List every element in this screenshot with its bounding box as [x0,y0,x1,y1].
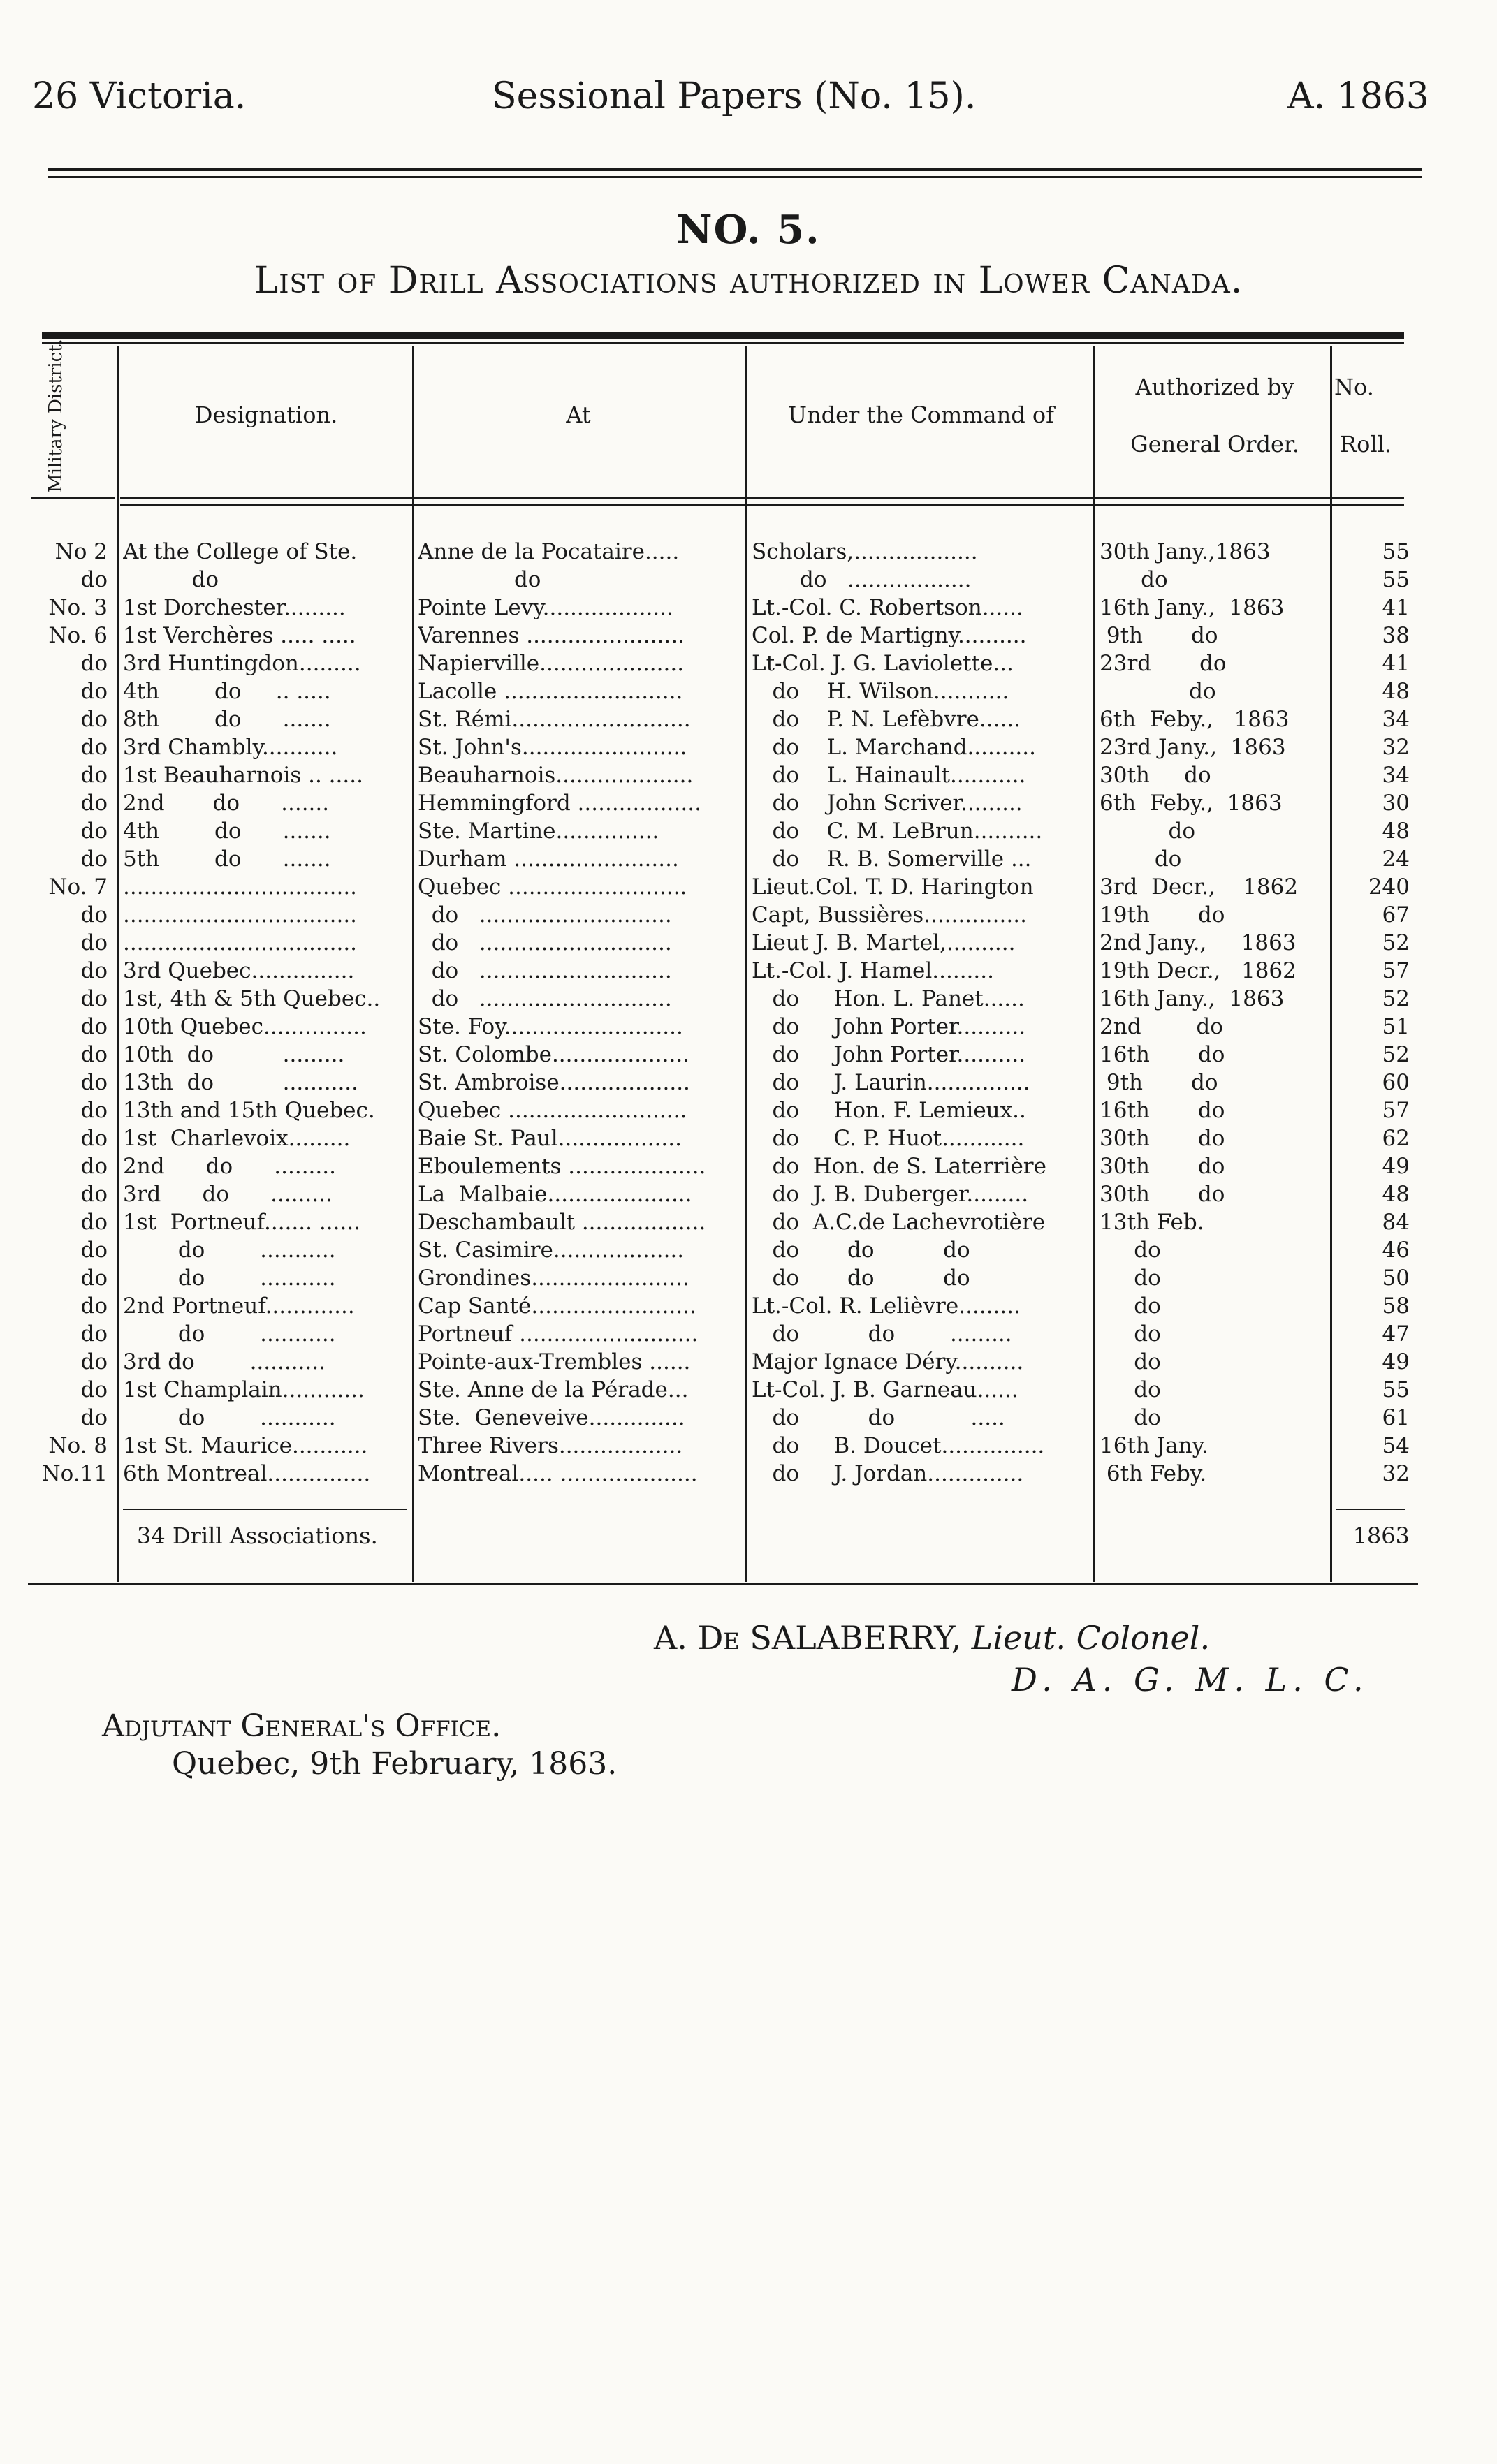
cell-designation: do ........... [123,1321,336,1347]
header-year: A. 1863 [1287,75,1429,117]
cell-designation: do ........... [123,1405,336,1430]
cell-command: do B. Doucet............... [752,1433,1045,1458]
cell-military-district: do [80,735,108,760]
cell-command: do John Scriver......... [752,791,1023,816]
cell-roll: 55 [1382,1377,1410,1402]
cell-roll: 62 [1382,1126,1410,1151]
cell-designation: 1st Dorchester......... [123,595,346,620]
table-row [0,1208,1497,1236]
cell-military-district: No. 3 [48,595,108,620]
cell-command: do Hon. L. Panet...... [752,986,1025,1011]
cell-designation: 13th do ........... [123,1070,359,1095]
cell-at: Quebec .......................... [418,874,687,900]
cell-at: Grondines....................... [418,1266,689,1291]
cell-command: do Hon. de S. Laterrière [752,1154,1046,1179]
cell-at: Pointe-aux-Trembles ...... [418,1349,691,1374]
cell-authorized: 6th Feby., 1863 [1100,791,1283,816]
cell-designation: 8th do ....... [123,707,331,732]
cell-authorized: 30th do [1100,763,1211,788]
cell-military-district: do [80,791,108,816]
header-session: 26 Victoria. [32,75,247,117]
cell-at: Varennes ....................... [418,623,685,648]
cell-military-district: do [80,958,108,983]
total-rule-top-roll [1336,1509,1405,1510]
table-row [0,733,1497,761]
office-date: Quebec, 9th February, 1863. [172,1746,618,1782]
cell-military-district: do [80,679,108,704]
cell-roll: 61 [1382,1405,1410,1430]
cell-designation: do ........... [123,1266,336,1291]
cell-military-district: do [80,819,108,844]
cell-at: Cap Santé........................ [418,1293,696,1319]
cell-roll: 54 [1382,1433,1410,1458]
cell-designation: 3rd Chambly........... [123,735,338,760]
cell-military-district: do [80,1070,108,1095]
table-row [0,1404,1497,1432]
cell-at: St. Ambroise................... [418,1070,690,1095]
cell-roll: 32 [1382,735,1410,760]
table-row [0,1460,1497,1488]
cell-designation: At the College of Ste. [123,539,358,564]
cell-authorized: 30th do [1100,1126,1225,1151]
cell-roll: 67 [1382,902,1410,927]
cell-at: Deschambault .................. [418,1210,706,1235]
cell-command: do do do [752,1266,970,1291]
table-row [0,1152,1497,1180]
cell-designation: 1st Verchères ..... ..... [123,623,356,648]
cell-roll: 49 [1382,1349,1410,1374]
cell-military-district: do [80,1014,108,1039]
cell-designation: 2nd do ......... [123,1154,336,1179]
cell-roll: 58 [1382,1293,1410,1319]
table-row [0,761,1497,789]
cell-command: do do do [752,1238,970,1263]
cell-military-district: do [80,930,108,955]
cell-military-district: do [80,1042,108,1067]
total-associations: 34 Drill Associations. [137,1523,378,1549]
table-rule-top-thin [42,342,1404,344]
table-row [0,1376,1497,1404]
cell-command: Lt-Col. J. B. Garneau...... [752,1377,1018,1402]
cell-command: do J. Jordan.............. [752,1461,1024,1486]
cell-designation: 3rd Quebec............... [123,958,355,983]
cell-military-district: do [80,1405,108,1430]
cell-authorized: 30th do [1100,1154,1225,1179]
cell-military-district: do [80,1266,108,1291]
cell-authorized: 23rd Jany., 1863 [1100,735,1286,760]
cell-at: Baie St. Paul.................. [418,1126,682,1151]
total-rule-top [123,1509,407,1510]
table-row [0,622,1497,650]
cell-designation: 1st Charlevoix......... [123,1126,351,1151]
cell-authorized: do [1100,1405,1161,1430]
header-military-district: Military District. [45,339,66,492]
cell-roll: 48 [1382,1182,1410,1207]
cell-at: Portneuf .......................... [418,1321,699,1347]
cell-at: Montreal..... .................... [418,1461,698,1486]
cell-at: St. Colombe.................... [418,1042,690,1067]
cell-authorized: do [1100,1238,1161,1263]
document-subtitle: List of Drill Associations authorized in Lower Canada. [254,260,1243,302]
cell-designation: 1st Portneuf....... ...... [123,1210,360,1235]
cell-roll: 51 [1382,1014,1410,1039]
cell-authorized: 16th Jany., 1863 [1100,595,1285,620]
cell-at: St. John's........................ [418,735,687,760]
cell-roll: 52 [1382,986,1410,1011]
cell-command: Lt.-Col. C. Robertson...... [752,595,1023,620]
cell-military-district: do [80,1126,108,1151]
table-row [0,817,1497,845]
cell-authorized: 16th do [1100,1098,1225,1123]
cell-roll: 48 [1382,819,1410,844]
cell-authorized: do [1100,819,1196,844]
cell-authorized: 6th Feby., 1863 [1100,707,1290,732]
cell-designation: 10th Quebec............... [123,1014,367,1039]
table-row [0,929,1497,957]
cell-designation: .................................. [123,930,358,955]
cell-military-district: do [80,1210,108,1235]
table-row [0,677,1497,705]
cell-designation: 3rd do ......... [123,1182,333,1207]
cell-military-district: do [80,1238,108,1263]
cell-roll: 32 [1382,1461,1410,1486]
cell-authorized: do [1100,1349,1161,1374]
cell-designation: 2nd do ....... [123,791,330,816]
cell-at: Ste. Foy.......................... [418,1014,683,1039]
cell-roll: 41 [1382,651,1410,676]
header-at: At [566,402,591,428]
cell-designation: 13th and 15th Quebec. [123,1098,375,1123]
header-underline-1 [31,497,115,499]
cell-military-district: do [80,1349,108,1374]
cell-military-district: do [80,846,108,872]
cell-command: do Hon. F. Lemieux.. [752,1098,1026,1123]
cell-roll: 55 [1382,567,1410,592]
cell-designation: 1st, 4th & 5th Quebec.. [123,986,381,1011]
table-row [0,1236,1497,1264]
cell-command: do C. M. LeBrun.......... [752,819,1043,844]
total-roll: 1863 [1352,1523,1410,1549]
cell-authorized: 16th Jany. [1100,1433,1208,1458]
cell-military-district: No. 8 [48,1433,108,1458]
cell-command: Lt.-Col. J. Hamel......... [752,958,994,983]
cell-at: Beauharnois.................... [418,763,694,788]
cell-authorized: 6th Feby. [1100,1461,1207,1486]
header-roll-1: No. [1334,374,1374,400]
cell-command: do J. B. Duberger......... [752,1182,1029,1207]
cell-command: do L. Marchand.......... [752,735,1036,760]
cell-roll: 34 [1382,707,1410,732]
cell-authorized: do [1100,1321,1161,1347]
cell-designation: do ........... [123,1238,336,1263]
cell-designation: 3rd Huntingdon......... [123,651,361,676]
cell-designation: 1st Champlain............ [123,1377,365,1402]
cell-designation: 1st St. Maurice........... [123,1433,368,1458]
cell-authorized: 13th Feb. [1100,1210,1204,1235]
signature-name: A. De SALABERRY, Lieut. Colonel. [654,1619,1211,1657]
cell-designation: 4th do .. ..... [123,679,331,704]
page-header [32,75,1429,131]
cell-command: Scholars,.................. [752,539,978,564]
cell-at: do ............................ [418,902,672,927]
table-row [0,873,1497,901]
header-papers: Sessional Papers (No. 15). [492,75,977,117]
cell-roll: 41 [1382,595,1410,620]
cell-at: Durham ........................ [418,846,679,872]
cell-designation: .................................. [123,902,358,927]
cell-at: Ste. Martine............... [418,819,659,844]
cell-at: Pointe Levy................... [418,595,673,620]
cell-at: Lacolle .......................... [418,679,683,704]
table-rule-bottom [28,1583,1418,1585]
cell-military-district: No. 6 [48,623,108,648]
cell-authorized: do [1100,567,1168,592]
cell-designation: do [123,567,219,592]
cell-roll: 55 [1382,539,1410,564]
cell-at: Napierville..................... [418,651,685,676]
table-row [0,538,1497,566]
header-command: Under the Command of [788,402,1054,428]
cell-roll: 84 [1382,1210,1410,1235]
cell-designation: .................................. [123,874,358,900]
cell-at: do [418,567,541,592]
cell-roll: 240 [1368,874,1410,900]
header-underline-2 [120,497,1404,499]
cell-at: La Malbaie..................... [418,1182,692,1207]
table-row [0,901,1497,929]
cell-command: Lieut J. B. Martel,.......... [752,930,1016,955]
cell-at: Three Rivers.................. [418,1433,683,1458]
cell-command: do John Porter.......... [752,1014,1026,1039]
cell-command: Col. P. de Martigny.......... [752,623,1027,648]
cell-command: do do ......... [752,1321,1012,1347]
cell-roll: 49 [1382,1154,1410,1179]
table-rule-top-thick [42,332,1404,339]
document-number: NO. 5. [676,207,821,253]
cell-authorized: do [1100,679,1216,704]
cell-roll: 46 [1382,1238,1410,1263]
cell-at: Ste. Anne de la Pérade... [418,1377,689,1402]
header-authorized-1: Authorized by [1135,374,1294,400]
cell-authorized: 30th Jany.,1863 [1100,539,1271,564]
table-row [0,1292,1497,1320]
table-row [0,1124,1497,1152]
cell-authorized: 16th Jany., 1863 [1100,986,1285,1011]
cell-authorized: 9th do [1100,1070,1218,1095]
cell-designation: 4th do ....... [123,819,331,844]
table-row [0,705,1497,733]
office-name: Adjutant General's Office. [102,1708,502,1744]
cell-at: do ............................ [418,958,672,983]
cell-roll: 38 [1382,623,1410,648]
cell-authorized: 2nd do [1100,1014,1223,1039]
cell-at: Hemmingford .................. [418,791,701,816]
cell-command: do do ..... [752,1405,1005,1430]
header-designation: Designation. [194,402,338,428]
cell-roll: 52 [1382,1042,1410,1067]
cell-military-district: do [80,1154,108,1179]
cell-roll: 50 [1382,1266,1410,1291]
cell-authorized: 30th do [1100,1182,1225,1207]
cell-military-district: do [80,1098,108,1123]
cell-authorized: do [1100,1266,1161,1291]
table-row [0,1432,1497,1460]
cell-military-district: do [80,567,108,592]
cell-roll: 30 [1382,791,1410,816]
cell-command: do J. Laurin............... [752,1070,1030,1095]
cell-roll: 24 [1382,846,1410,872]
cell-roll: 60 [1382,1070,1410,1095]
cell-at: St. Casimire................... [418,1238,685,1263]
cell-military-district: No 2 [54,539,108,564]
header-roll-2: Roll. [1340,431,1392,457]
table-row [0,1041,1497,1069]
table-row [0,1264,1497,1292]
cell-authorized: 9th do [1100,623,1218,648]
cell-authorized: 19th Decr., 1862 [1100,958,1297,983]
cell-designation: 6th Montreal............... [123,1461,371,1486]
cell-military-district: No. 7 [48,874,108,900]
cell-command: Lt-Col. J. G. Laviolette... [752,651,1014,676]
cell-roll: 52 [1382,930,1410,955]
cell-military-district: No.11 [41,1461,108,1486]
cell-at: Ste. Geneveive.............. [418,1405,685,1430]
cell-authorized: 16th do [1100,1042,1225,1067]
cell-roll: 57 [1382,1098,1410,1123]
header-rule-top [48,168,1422,171]
cell-military-district: do [80,763,108,788]
cell-roll: 47 [1382,1321,1410,1347]
cell-command: do John Porter.......... [752,1042,1026,1067]
cell-command: do C. P. Huot............ [752,1126,1025,1151]
table-row [0,1180,1497,1208]
cell-military-district: do [80,1182,108,1207]
cell-command: Lieut.Col. T. D. Harington [752,874,1034,900]
table-row [0,594,1497,622]
cell-military-district: do [80,1321,108,1347]
cell-military-district: do [80,902,108,927]
cell-command: do R. B. Somerville ... [752,846,1032,872]
cell-authorized: 2nd Jany., 1863 [1100,930,1297,955]
cell-command: do L. Hainault........... [752,763,1026,788]
header-authorized-2: General Order. [1130,431,1299,457]
cell-at: do ............................ [418,986,672,1011]
table-row [0,985,1497,1013]
cell-military-district: do [80,1293,108,1319]
cell-at: St. Rémi.......................... [418,707,691,732]
table-row [0,1013,1497,1041]
table-row [0,1069,1497,1097]
cell-at: Eboulements .................... [418,1154,706,1179]
cell-designation: 5th do ....... [123,846,331,872]
cell-command: do .................. [752,567,972,592]
cell-command: Lt.-Col. R. Lelièvre......... [752,1293,1021,1319]
cell-designation: 3rd do ........... [123,1349,326,1374]
cell-command: do P. N. Lefèbvre...... [752,707,1021,732]
cell-designation: 10th do ......... [123,1042,345,1067]
cell-at: Anne de la Pocataire..... [418,539,680,564]
cell-at: Quebec .......................... [418,1098,687,1123]
table-row [0,1097,1497,1124]
cell-authorized: do [1100,846,1182,872]
cell-at: do ............................ [418,930,672,955]
cell-military-district: do [80,986,108,1011]
header-rule-bottom [48,176,1422,178]
cell-designation: 1st Beauharnois .. ..... [123,763,363,788]
cell-designation: 2nd Portneuf............. [123,1293,355,1319]
table-row [0,1320,1497,1348]
cell-military-district: do [80,707,108,732]
cell-authorized: 3rd Decr., 1862 [1100,874,1299,900]
cell-roll: 57 [1382,958,1410,983]
cell-command: Major Ignace Déry.......... [752,1349,1024,1374]
cell-authorized: 19th do [1100,902,1225,927]
cell-command: Capt, Bussières............... [752,902,1027,927]
cell-roll: 34 [1382,763,1410,788]
signature-title: D. A. G. M. L. C. [1012,1661,1369,1699]
table-row [0,650,1497,677]
table-row [0,566,1497,594]
cell-authorized: 23rd do [1100,651,1227,676]
table-row [0,1348,1497,1376]
table-row [0,957,1497,985]
table-row [0,789,1497,817]
cell-authorized: do [1100,1293,1161,1319]
cell-military-district: do [80,651,108,676]
cell-roll: 48 [1382,679,1410,704]
cell-command: do A.C.de Lachevrotière [752,1210,1046,1235]
header-underline-3 [120,504,1404,506]
cell-command: do H. Wilson........... [752,679,1009,704]
cell-military-district: do [80,1377,108,1402]
cell-authorized: do [1100,1377,1161,1402]
table-row [0,845,1497,873]
